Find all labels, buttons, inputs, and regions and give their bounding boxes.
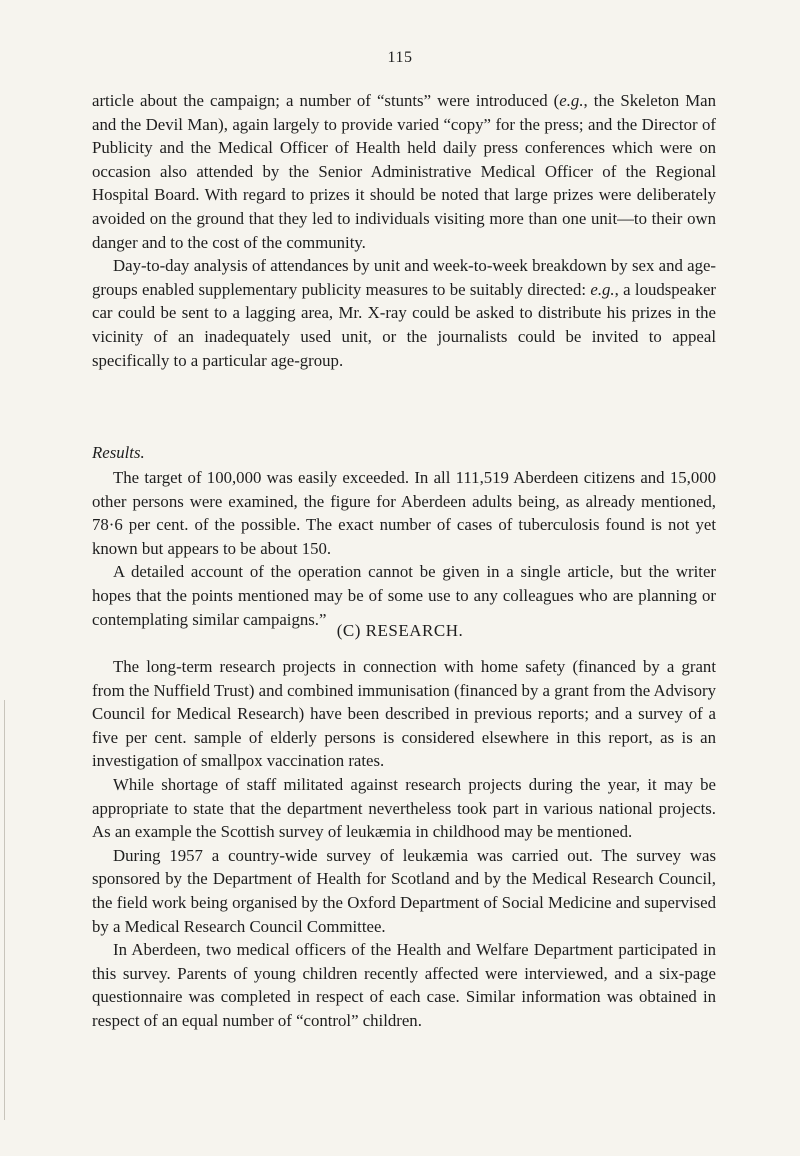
results-paragraph-1: The target of 100,000 was easily exceeded. In all 111,519 Aberdeen citizens and 15,000 other persons were examined, the figure for Aberdeen adults being, as already mentioned, 78·6 per cent. of the possible. The exact number of cases of tuberculosis found is not yet known but appears to be about 150.	[92, 468, 716, 558]
intro-paragraph-1-part-a: article about the campaign; a number of “stunts” were introduced (	[92, 91, 560, 110]
results-section	[92, 466, 716, 631]
research-paragraph-2: While shortage of staff militated against research projects during the year, it may be appropriate to state that the department nevertheless took part in various national projects. As an example the Scottish survey of leukæmia in childhood may be mentioned.	[92, 774, 716, 842]
intro-paragraph-2-eg: e.g.	[590, 279, 615, 299]
results-heading: Results.	[92, 443, 145, 462]
results-paragraph-2: A detailed account of the operation cannot be given in a single article, but the writer hopes that the points mentioned may be of some use to any colleagues who are planning or contemplating similar campaigns.”	[92, 562, 716, 629]
intro-section	[92, 89, 716, 372]
research-paragraph-1: The long-term research projects in connection with home safety (financed by a grant from the Nuffield Trust) and combined immunisation (financed by a grant from the Advisory Council for Medical Research) have been described in previous reports; and a survey of a five per cent. sample of elderly persons is considered elsewhere in this report, as is an investigation of smallpox vaccination rates.	[92, 657, 716, 771]
research-section	[92, 655, 716, 1033]
research-paragraph-4: In Aberdeen, two medical officers of the Health and Welfare Department participated in this survey. Parents of young children recently affected were interviewed, and a six-page questionnaire was completed in respect of each case. Similar information was obtained in respect of an equal number of “control” children.	[92, 940, 716, 1030]
intro-paragraph-2-part-a: Day-to-day analysis of attendances by unit and week-to-week breakdown by sex and age-groups enabled supplementary publicity measures to be suitably directed:	[92, 256, 716, 299]
research-paragraph-3: During 1957 a country-wide survey of leukæmia was carried out. The survey was sponsored by the Department of Health for Scotland and by the Medical Research Council, the field work being organised by the Oxford Department of Social Medicine and supervised by a Medical Research Council Committee.	[92, 845, 716, 936]
intro-paragraph-1-part-b: , the Skeleton Man and the Devil Man), again largely to provide varied “copy” for the press; and the Director of Publicity and the Medical Officer of Health held daily press conferences which were on occasion also attended by the Senior Administrative Medical Officer of the Regional Hospital Board. With regard to prizes it should be noted that large prizes were deliberately avoided on the ground that they led to individuals visiting more than one unit—to their own danger and to the cost of the community.	[92, 91, 716, 252]
page-number: 115	[387, 49, 413, 66]
intro-paragraph-1-eg: e.g.	[559, 91, 584, 110]
research-heading: (C) RESEARCH.	[336, 621, 464, 640]
intro-paragraph-2-part-b: , a loudspeaker car could be sent to a lagging area, Mr. X-ray could be asked to distribute his prizes in the vicinity of an inadequately used unit, or the journalists could be invited to appeal specifically to a particular age-group.	[92, 279, 716, 370]
scan-margin-line	[4, 700, 5, 1120]
intro-paragraph-1	[92, 89, 716, 254]
intro-paragraph-2	[92, 254, 716, 372]
